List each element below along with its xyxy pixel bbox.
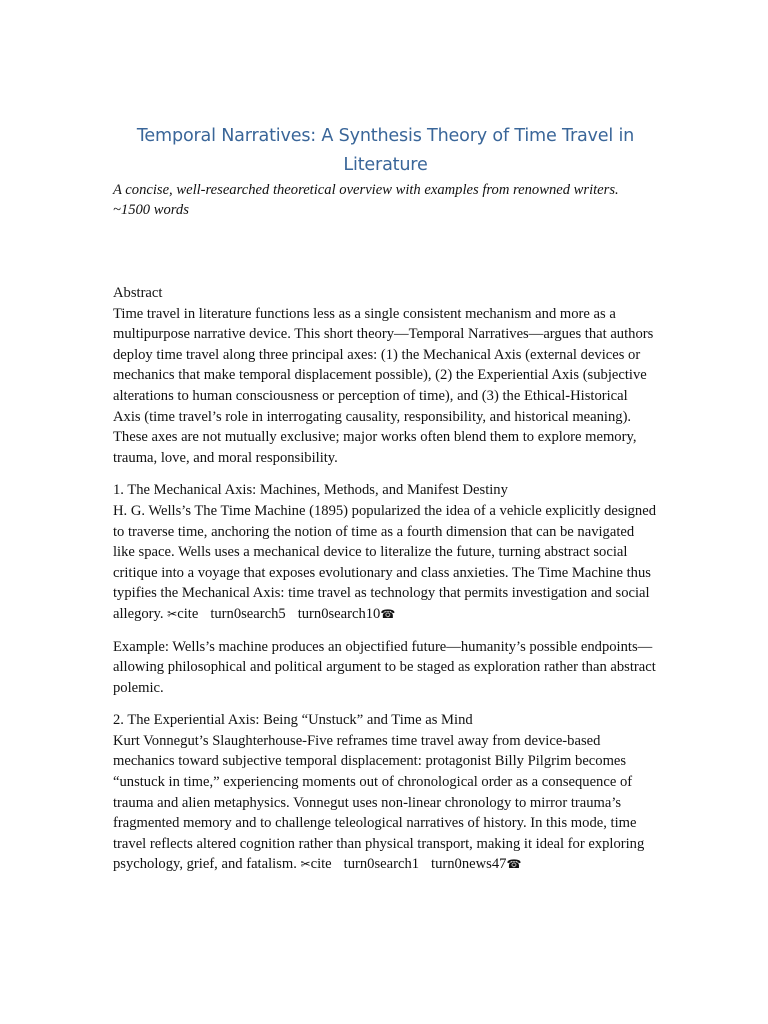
abstract-paragraph: Time travel in literature functions less as a single consistent mechanism and more as a multipurpose narrative device. This short theory—Temporal Narratives—argues that authors deploy time travel along three principal axes: (1) the Mechanical Axis (external devices or mechanics that make temporal displacement possible), (2) the Experiential Axis (subjective alterations to human consciousness or perception of time), and (3) the Ethical-Historical Axis (time travel’s role in interrogating causality, responsibility, and historical meaning). These axes are not mutually exclusive; major works often blend them to explore memory, trauma, love, and moral responsibility. bbox=[113, 305, 654, 466]
cite-ref[interactable]: turn0search10 bbox=[297, 605, 381, 622]
document-subtitle: A concise, well-researched theoretical overview with examples from renowned writers. ~1500 words bbox=[113, 182, 619, 218]
section-2-text: Kurt Vonnegut’s Slaughterhouse-Five reframes time travel away from device-based mechanics toward subjective temporal displacement: protagonist Billy Pilgrim becomes “unstuck in time,” experiencing moments out of chronological order as a consequence of trauma and alien metaphysics. Vonnegut uses non-linear chronology to mirror trauma’s fragmented memory and to challenge teleological narratives of history. In this mode, time travel reflects altered cognition rather than physical transport, making it ideal for exploring psychology, grief, and fatalism. bbox=[113, 732, 645, 873]
document-title: Temporal Narratives: A Synthesis Theory of Time Travel in Literature bbox=[136, 126, 635, 175]
section-1-heading: 1. The Mechanical Axis: Machines, Methods, and Manifest Destiny bbox=[113, 482, 508, 499]
cite-open-icon: ✂ bbox=[300, 857, 311, 872]
cite-close-icon: ☎ bbox=[380, 606, 396, 621]
section-2-paragraph bbox=[113, 731, 658, 875]
cite-ref[interactable]: turn0search1 bbox=[343, 856, 420, 873]
spacer bbox=[113, 220, 658, 283]
section-2-heading: 2. The Experiential Axis: Being “Unstuck” and Time as Mind bbox=[113, 712, 473, 729]
section-1-text: H. G. Wells’s The Time Machine (1895) popularized the idea of a vehicle explicitly designed to traverse time, anchoring the notion of time as a fourth dimension that can be navigated like space. Wells uses a mechanical device to literalize the future, turning abstract social critique into a voyage that exposes evolutionary and class anxieties. The Time Machine thus typifies the Mechanical Axis: time travel as technology that permits investigation and social allegory. bbox=[113, 502, 656, 622]
abstract-heading: Abstract bbox=[113, 285, 163, 301]
cite-ref[interactable]: turn0news47 bbox=[431, 856, 507, 873]
cite-label: cite bbox=[177, 605, 199, 622]
section-1-example: Example: Wells’s machine produces an objectified future—humanity’s possible endpoints—allowing philosophical and political argument to be staged as exploration rather than abstract polemic. bbox=[113, 638, 656, 696]
section-1-paragraph bbox=[113, 501, 658, 625]
cite-ref[interactable]: turn0search5 bbox=[210, 605, 286, 622]
document-page bbox=[113, 122, 658, 887]
cite-open-icon: ✂ bbox=[167, 606, 178, 621]
cite-label: cite bbox=[310, 856, 332, 873]
cite-close-icon: ☎ bbox=[506, 857, 522, 872]
